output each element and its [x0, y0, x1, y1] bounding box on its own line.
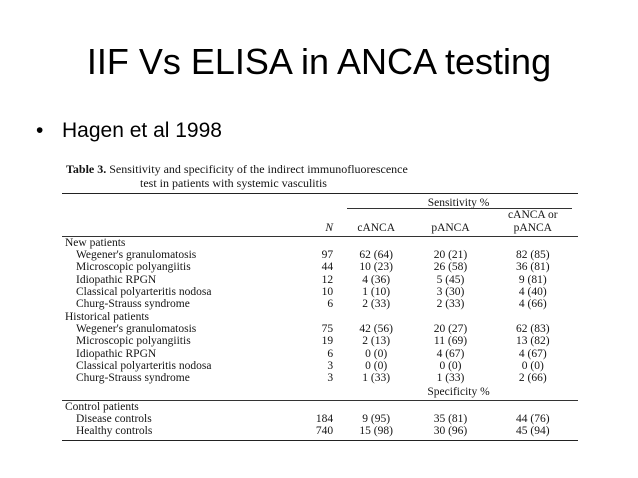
group-row-control: Control patients: [65, 400, 139, 413]
table-row: Wegener's granulomatosis 97 62 (64) 20 (21) 82 (85): [76, 249, 550, 262]
bullet-text: Hagen et al 1998: [62, 119, 222, 142]
group-row-new: New patients: [65, 236, 126, 249]
bullet-item: [36, 118, 222, 144]
table-row: Healthy controls 740 15 (98) 30 (96) 45 (94): [76, 425, 550, 438]
table-caption-label: Table 3.: [66, 162, 107, 176]
sensitivity-header: Sensitivity %: [339, 194, 578, 209]
table-row: Churg-Strauss syndrome 3 1 (33) 1 (33) 2 (66): [76, 372, 547, 385]
col-header-canca: cANCA: [357, 221, 396, 234]
table-row: Classical polyarteritis nodosa 10 1 (10) 3 (30) 4 (40): [76, 286, 547, 299]
table-caption-line1: Sensitivity and specificity of the indirect immunofluorescence: [109, 162, 408, 176]
header-row-sensitivity: [62, 194, 578, 209]
table-caption: [62, 162, 578, 190]
table-caption-line2: test in patients with systemic vasculitis: [140, 176, 327, 190]
table-row: Microscopic polyangiitis 44 10 (23) 26 (58) 36 (81): [76, 261, 550, 274]
table-row: Idiopathic RPGN 6 0 (0) 4 (67) 4 (67): [76, 347, 547, 360]
table-row: Wegener's granulomatosis 75 42 (56) 20 (27) 62 (83): [76, 322, 550, 335]
table-row: Disease controls 184 9 (95) 35 (81) 44 (76): [76, 413, 550, 426]
slide-title: IIF Vs ELISA in ANCA testing: [86, 41, 552, 82]
table-bottom-rule: [62, 440, 578, 441]
sensitivity-table: [62, 162, 578, 441]
col-header-panca: pANCA: [431, 221, 470, 234]
data-table: [62, 194, 578, 441]
col-header-canca-or-panca: cANCA or pANCA: [508, 209, 558, 234]
group-row-historical: Historical patients: [65, 310, 149, 323]
table-row: Churg-Strauss syndrome 6 2 (33) 2 (33) 4 (66): [76, 298, 547, 311]
table-row: Classical polyarteritis nodosa 3 0 (0) 0 (0) 0 (0): [76, 359, 544, 372]
specificity-header: Specificity %: [427, 386, 490, 399]
bullet-dot-icon: •: [36, 119, 44, 142]
col-header-n: N: [325, 221, 334, 234]
header-row-specificity: [62, 384, 578, 398]
table-row: Idiopathic RPGN 12 4 (36) 5 (45) 9 (81): [76, 273, 547, 286]
header-row-columns: [62, 209, 578, 234]
table-row: Microscopic polyangiitis 19 2 (13) 11 (69) 13 (82): [76, 335, 550, 348]
